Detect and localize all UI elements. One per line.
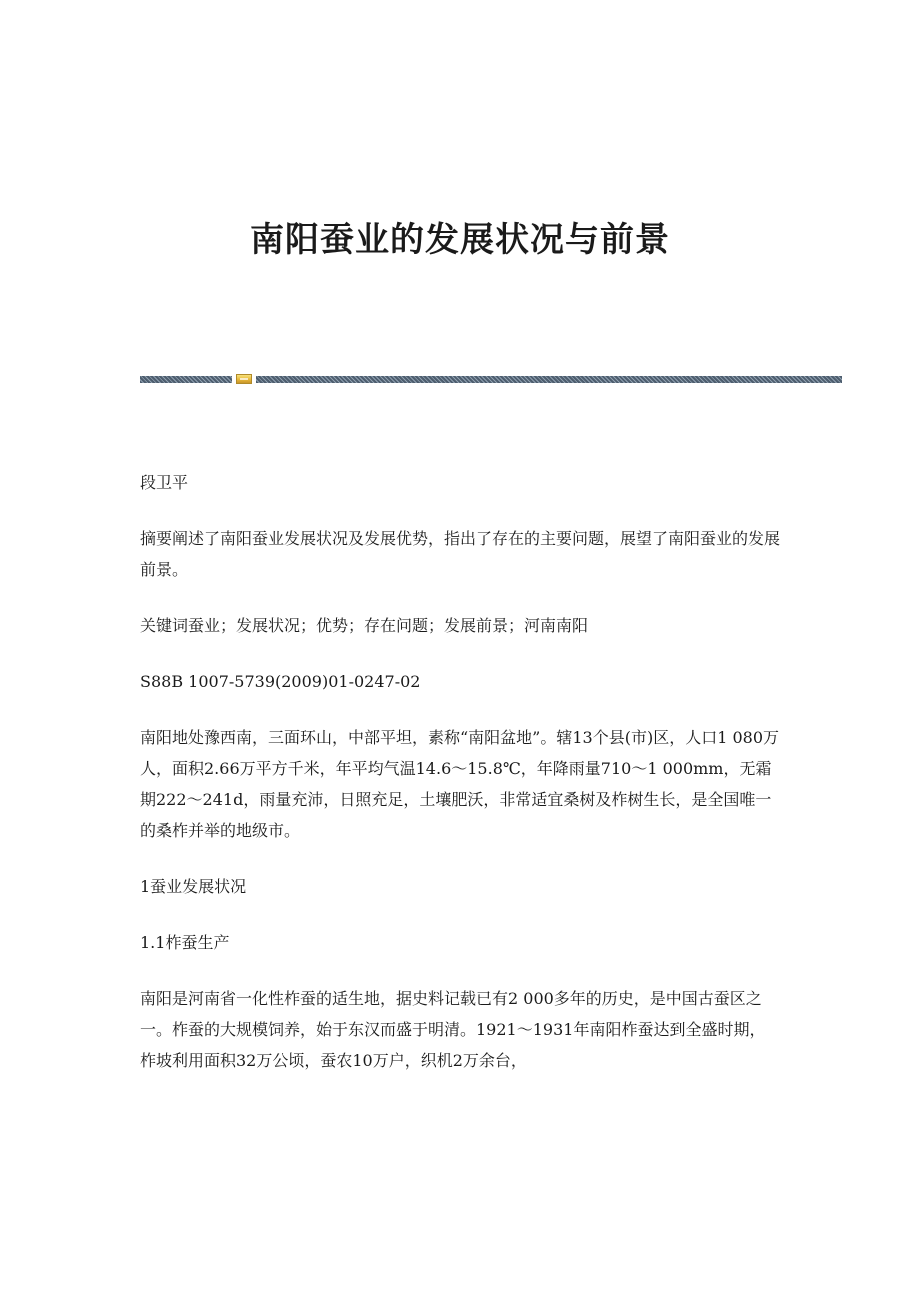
divider-emblem-icon: [236, 374, 252, 384]
abstract-paragraph: 摘要阐述了南阳蚕业发展状况及发展优势，指出了存在的主要问题，展望了南阳蚕业的发展前景。: [140, 529, 781, 579]
title-divider: [140, 374, 842, 384]
intro-paragraph: 南阳地处豫西南，三面环山，中部平坦，素称“南阳盆地”。辖13个县(市)区，人口1 080万人，面积2.66万平方千米，年平均气温14.6～15.8℃，年降雨量710～1 000mm，无霜期222～241d，雨量充沛，日照充足，土壤肥沃，非常适宜桑树及柞树生长，是全国唯一的桑柞并举的地级市。: [140, 728, 780, 840]
author-line: 段卫平: [140, 473, 189, 492]
document-title: 南阳蚕业的发展状况与前景: [250, 220, 670, 260]
body-paragraph: 南阳是河南省一化性柞蚕的适生地，据史料记载已有2 000多年的历史，是中国古蚕区之一。柞蚕的大规模饲养，始于东汉而盛于明清。1921～1931年南阳柞蚕达到全盛时期，柞坡利用面积32万公顷，蚕农10万户，织机2万余台，: [140, 989, 766, 1070]
document-body: [140, 467, 780, 1101]
divider-bar-right: [256, 376, 842, 383]
classification-line: S88B 1007-5739(2009)01-0247-02: [140, 672, 421, 691]
keywords-paragraph: 关键词蚕业；发展状况；优势；存在问题；发展前景；河南南阳: [140, 616, 589, 635]
divider-bar-left: [140, 376, 232, 383]
section-heading: 1蚕业发展状况: [140, 877, 247, 896]
subsection-heading: 1.1柞蚕生产: [140, 933, 230, 952]
